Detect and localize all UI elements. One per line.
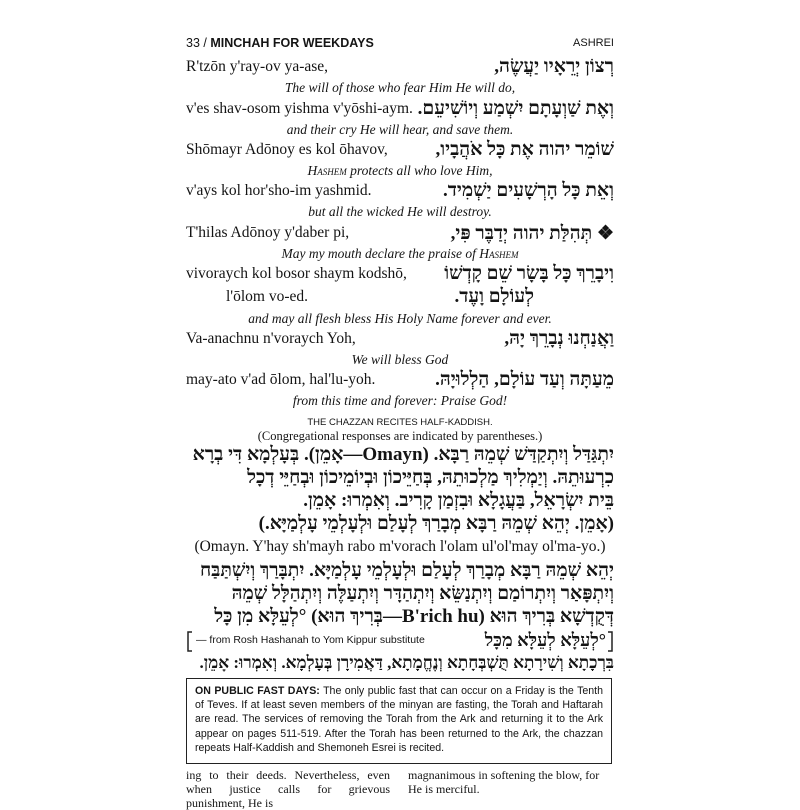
header-left [186, 36, 374, 50]
verse-hebrew: וְאֵת כָּל הָרְשָׁעִים יַשְׁמִיד. [443, 180, 614, 201]
note-label: ON PUBLIC FAST DAYS: [195, 685, 320, 697]
page-header [186, 36, 614, 56]
kaddish-heading: THE CHAZZAN RECITES HALF-KADDISH. [307, 417, 493, 428]
bracket-hebrew: °לְעֵלָּא לְעֵלָּא מִכָּל [484, 630, 606, 650]
verse-translation: Hashem protects all who love Him, [307, 163, 493, 178]
kaddish-line: כִרְעוּתֵהּ. וְיַמְלִיךְ מַלְכוּתֵהּ, בְּחַיֵּיכוֹן וּבְיוֹמֵיכוֹן וּבְחַיֵּי דְכָל [247, 467, 614, 488]
verse-hebrew: וְאֶת שַׁוְעָתָם יִשְׁמַע וְיוֹשִׁיעֵם. [417, 98, 614, 119]
verse-hebrew: וַאֲנַחְנוּ נְבָרֵךְ יָהּ, [504, 328, 614, 349]
page-number: 33 [186, 36, 200, 50]
verse-translit: Va-anachnu n'voraych Yoh, [186, 330, 356, 347]
verse-translation: but all the wicked He will destroy. [308, 204, 492, 219]
kaddish-line: יְהֵא שְׁמֵהּ רַבָּא מְבָרַךְ לְעָלַם וּלְעָלְמֵי עָלְמַיָּא. יִתְבָּרַךְ וְיִשְׁתַּבַּח [199, 560, 614, 581]
verse-hebrew: רְצוֹן יְרֵאָיו יַעֲשֶׂה, [494, 56, 614, 77]
verse-translit: v'ays kol hor'sho-im yashmid. [186, 182, 372, 199]
kaddish-line: בֵּית יִשְׂרָאֵל, בַּעֲגָלָא וּבִזְמַן קָרִיב. וְאִמְרוּ: אָמֵן. [303, 490, 614, 511]
verse-hebrew: שׁוֹמֵר יהוה אֶת כָּל אֹהֲבָיו, [435, 139, 614, 160]
verse-translation: May my mouth declare the praise of Hashem [281, 246, 519, 261]
verse-hebrew: מֵעַתָּה וְעַד עוֹלָם, הַלְלוּיָהּ. [435, 369, 614, 390]
kaddish-line: דְּקֻדְשָׁא בְּרִיךְ הוּא (B'rich hu—בְּרִיךְ הוּא) °לְעֵלָּא מִן כָּל [214, 606, 614, 627]
verse-translation: The will of those who fear Him He will do, [284, 80, 516, 95]
running-head: ASHREI [573, 37, 614, 49]
note-text: The only public fast that can occur on a Friday is the Tenth of Teves. If at least seven members of the minyan are fasting, the Torah and Haftarah are read. The services of removing the Torah from the Ark and returning it to the Ark appear on pages 511-519. After the Torah has been returned to the Ark, the chazzan repeats Half-Kaddish and Shemoneh Esrei is recited. [195, 685, 603, 754]
header-separator: / [203, 36, 207, 50]
footer-left: ing to their deeds. Nevertheless, even when justice calls for grievous punishment, He is [186, 768, 390, 810]
fast-days-note [186, 678, 612, 764]
verse-hebrew: לְעוֹלָם וָעֶד. [454, 286, 534, 307]
footer-right: magnanimous in softening the blow, for He is merciful. [408, 768, 600, 796]
verse-translit: T'hilas Adōnoy y'daber pi, [186, 224, 350, 241]
bracket-substitution [186, 630, 614, 654]
verse-hebrew: וִיבָרֵךְ כָּל בָּשָׂר שֵׁם קָדְשׁוֹ [444, 263, 614, 284]
verse-translit: v'es shav-osom yishma v'yōshi-aym. [186, 100, 413, 117]
kaddish-line: יִתְגַּדַּל וְיִתְקַדַּשׁ שְׁמֵהּ רַבָּא. (Omayn—אָמֵן). בְּעָלְמָא דִּי בְרָא [192, 444, 614, 465]
verse-translation: and their cry He will hear, and save them. [286, 122, 514, 137]
verse-translit: R'tzōn y'ray-ov ya-ase, [186, 58, 329, 75]
section-title: MINCHAH FOR WEEKDAYS [210, 36, 374, 50]
verse-translit: Shōmayr Adōnoy es kol ōhavov, [186, 141, 388, 158]
verse-translit: vivoraych kol bosor shaym kodshō, [186, 265, 407, 282]
kaddish-line: וְיִתְפָּאַר וְיִתְרוֹמַם וְיִתְנַשֵּׂא וְיִתְהַדָּר וְיִתְעַלֶּה וְיִתְהַלָּל שְׁמֵהּ [231, 583, 614, 604]
bracket-note: — from Rosh Hashanah to Yom Kippur substitute [196, 634, 425, 646]
verse-translit: l'ōlom vo-ed. [226, 288, 309, 305]
verse-translation: from this time and forever: Praise God! [292, 393, 508, 408]
verse-translation: and may all flesh bless His Holy Name forever and ever. [248, 311, 552, 326]
verse-translit: may-ato v'ad ōlom, hal'lu-yoh. [186, 371, 376, 388]
verse-hebrew: ❖ תְּהִלַּת יהוה יְדַבֶּר פִּי, [450, 223, 614, 244]
kaddish-closing-line: בִּרְכָתָא וְשִׁירָתָא תֻּשְׁבְּחָתָא וְנֶחֱמָתָא, דַּאֲמִירָן בְּעָלְמָא. וְאִמְרוּ: אָמֵן. [199, 653, 614, 672]
kaddish-response-translit: (Omayn. Y'hay sh'mayh rabo m'vorach l'olam ul'ol'may ol'ma-yo.) [194, 538, 606, 555]
prayer-page [186, 30, 614, 810]
kaddish-response-hebrew: (אָמֵן. יְהֵא שְׁמֵהּ רַבָּא מְבָרַךְ לְעָלַם וּלְעָלְמֵי עָלְמַיָּא.) [258, 513, 614, 534]
kaddish-subheading: (Congregational responses are indicated by parentheses.) [257, 429, 543, 443]
verse-translation: We will bless God [351, 352, 449, 367]
